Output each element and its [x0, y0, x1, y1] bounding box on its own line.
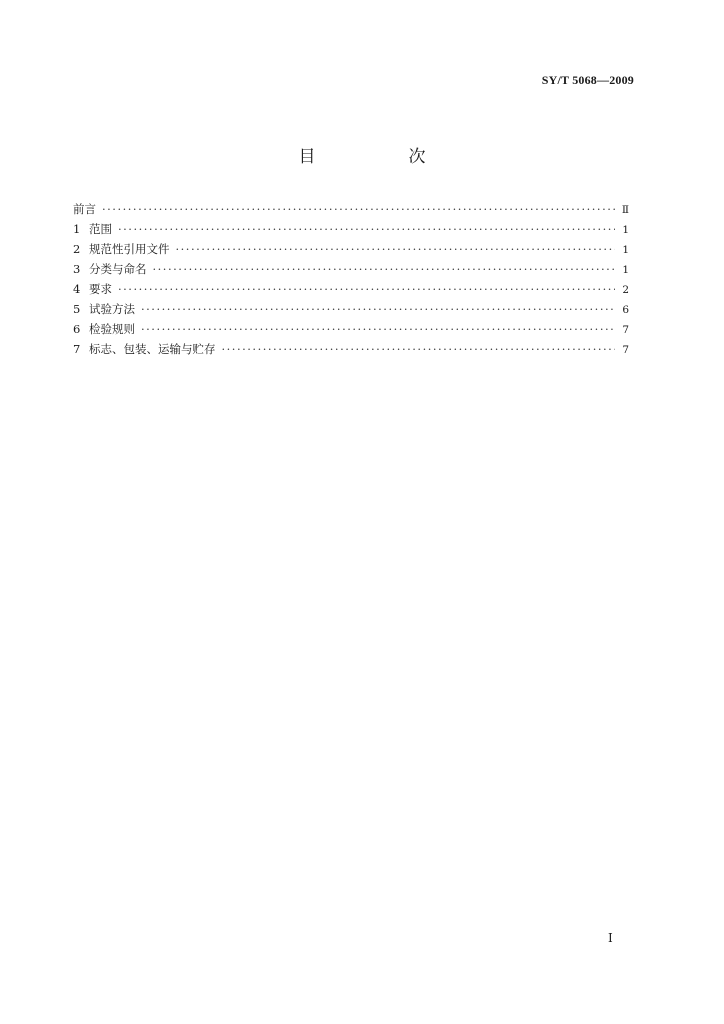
toc-entry-label: 检验规则 — [89, 322, 135, 336]
table-of-contents — [73, 199, 629, 359]
toc-entry-scope[interactable] — [73, 219, 629, 239]
standard-code: SY/T 5068—2009 — [541, 73, 634, 87]
toc-entry-page: 1 — [622, 244, 629, 256]
toc-entry-page: 2 — [622, 284, 629, 296]
toc-dot-leader — [222, 339, 616, 359]
toc-entry-label: 范围 — [89, 222, 112, 236]
toc-entry-page: 1 — [622, 224, 629, 236]
toc-entry-number: 5 — [73, 302, 81, 316]
toc-entry-page: 1 — [622, 264, 629, 276]
toc-entry-label: 分类与命名 — [89, 262, 147, 276]
toc-dot-leader — [141, 299, 615, 319]
toc-dot-leader — [118, 219, 615, 239]
toc-entry-label: 前言 — [73, 202, 96, 216]
toc-entry-classification[interactable] — [73, 259, 629, 279]
toc-entry-number: 4 — [73, 282, 81, 296]
toc-entry-number: 6 — [73, 322, 81, 336]
toc-entry-label: 标志、包装、运输与贮存 — [89, 342, 216, 356]
toc-entry-requirements[interactable] — [73, 279, 629, 299]
toc-entry-marking-packaging[interactable] — [73, 339, 629, 359]
toc-entry-page: Ⅱ — [621, 204, 629, 216]
toc-entry-page: 6 — [622, 304, 629, 316]
toc-dot-leader — [141, 319, 615, 339]
toc-entry-foreword[interactable] — [73, 199, 629, 219]
toc-dot-leader — [118, 279, 615, 299]
toc-entry-page: 7 — [622, 324, 629, 336]
toc-entry-label: 要求 — [89, 282, 112, 296]
toc-entry-label: 规范性引用文件 — [89, 242, 170, 256]
toc-entry-label: 试验方法 — [89, 302, 135, 316]
toc-entry-number: 3 — [73, 262, 81, 276]
toc-dot-leader — [176, 239, 616, 259]
toc-dot-leader — [102, 199, 615, 219]
toc-entry-normative-references[interactable] — [73, 239, 629, 259]
toc-title: 目 次 — [298, 147, 464, 167]
toc-dot-leader — [153, 259, 616, 279]
page-number: Ⅰ — [608, 931, 613, 945]
toc-entry-page: 7 — [622, 344, 629, 356]
toc-entry-number: 2 — [73, 242, 81, 256]
toc-entry-inspection-rules[interactable] — [73, 319, 629, 339]
toc-entry-test-methods[interactable] — [73, 299, 629, 319]
toc-entry-number: 7 — [73, 342, 81, 356]
toc-entry-number: 1 — [73, 222, 81, 236]
